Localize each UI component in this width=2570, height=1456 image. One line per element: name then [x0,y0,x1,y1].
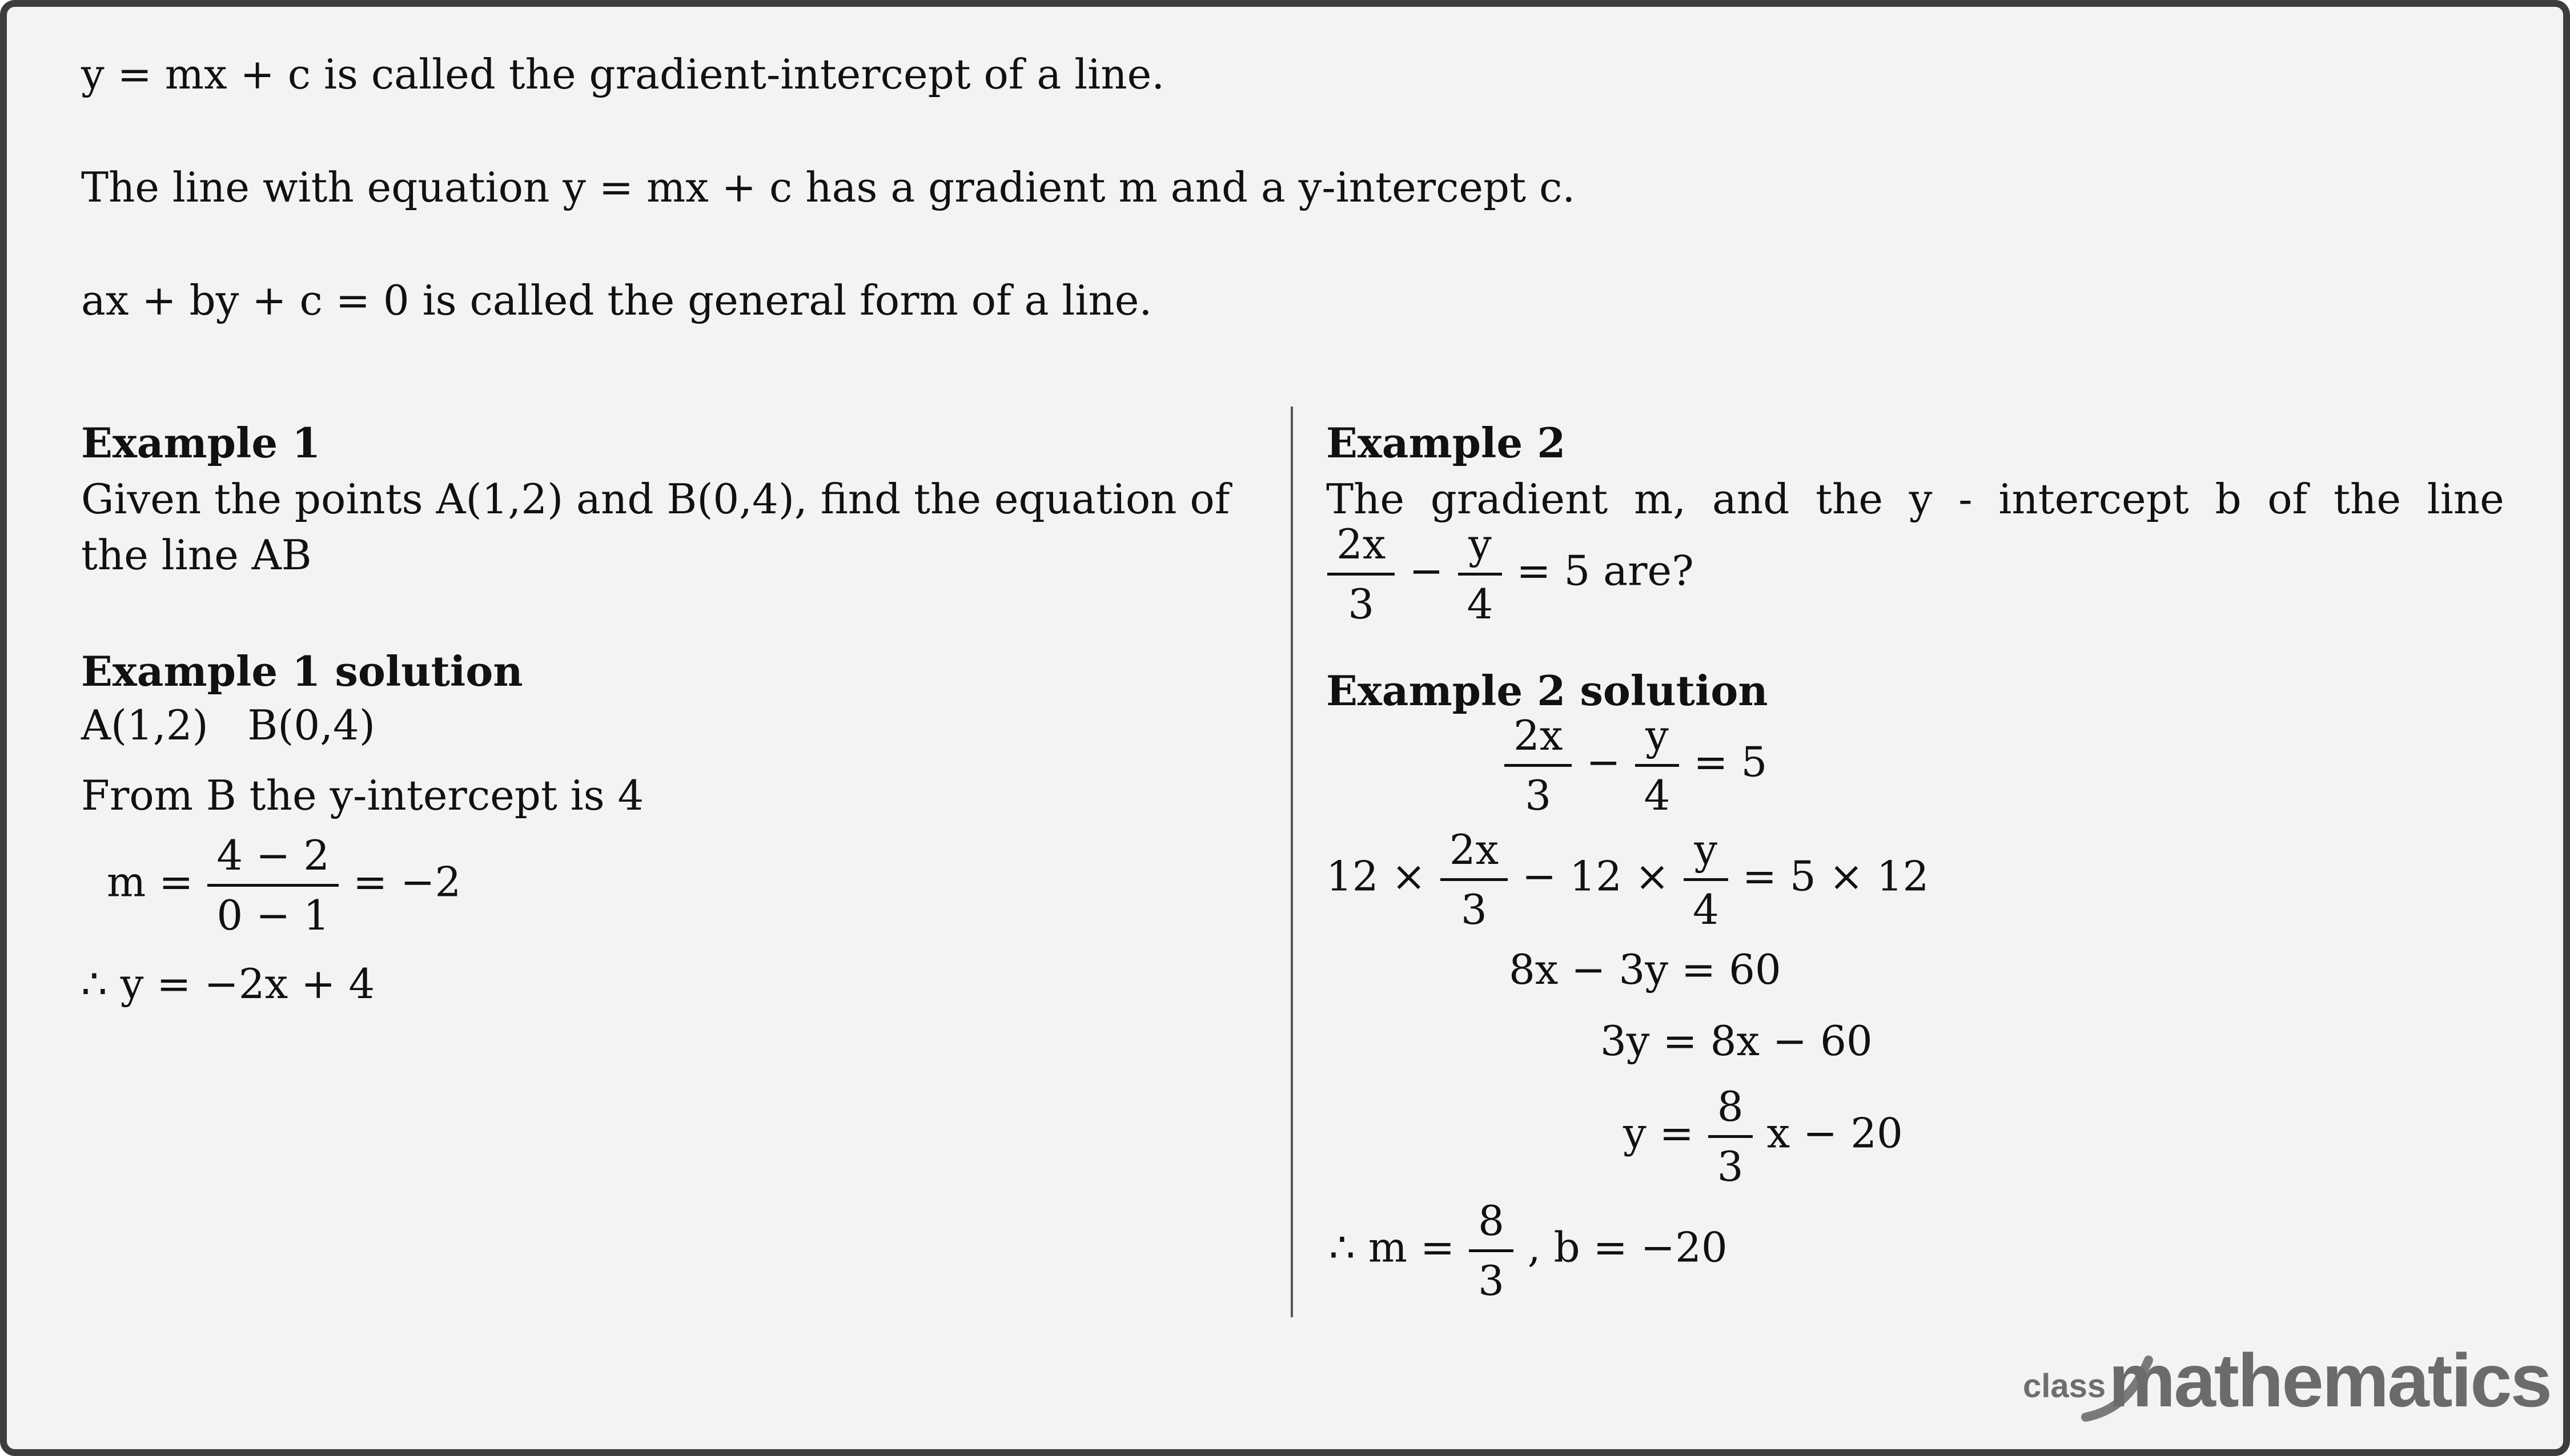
fraction [1509,711,1567,819]
term: − 12 × [1522,852,1670,900]
example-2-title: Example 2 [1326,419,1566,467]
example-2-question-equation [1326,520,1694,628]
example-2-question-line-1: The gradient m, and the y - intercept b of the line [1326,475,2504,523]
logo-mathematics-text: mathematics [2109,1338,2551,1422]
example-2-step-3: 8x − 3y = 60 [1509,946,1781,994]
example-2-conclusion [1329,1197,1728,1305]
example-1-intercept: From B the y-intercept is 4 [81,771,644,819]
fraction-denominator: 3 [1708,1135,1753,1187]
example-1-question-line-1: Given the points A(1,2) and B(0,4), find the equation of [81,475,1230,523]
definition-gradient-intercept: y = mx + c is called the gradient-intercept of a line. [81,50,1165,98]
class-mathematics-logo [2023,1337,2551,1423]
example-2-step-1 [1503,711,1768,819]
fraction-numerator: y [1645,711,1669,759]
fraction-denominator: 4 [1684,878,1728,930]
definition-gradient-meaning: The line with equation y = mx + c has a gradient m and a y-intercept c. [81,163,1576,211]
equation-rhs: = 5 [1693,738,1768,786]
fraction [1463,520,1498,628]
example-1-question-line-2: the line AB [81,531,312,579]
fraction-numerator: y [1468,520,1492,568]
fraction [1688,826,1724,934]
fraction-denominator: 3 [1440,878,1508,930]
equation-rhs: = 5 × 12 [1742,852,1929,900]
operator: − [1409,546,1444,595]
fraction [1332,520,1390,628]
fraction [1445,826,1503,934]
example-1-title: Example 1 [81,419,321,467]
example-1-points: A(1,2) B(0,4) [81,701,375,749]
example-2-step-4: 3y = 8x − 60 [1600,1017,1873,1065]
fraction [1640,711,1675,819]
logo-class-text: class [2023,1367,2106,1405]
gradient-fraction [212,831,334,939]
fraction-denominator: 3 [1469,1249,1513,1301]
fraction-denominator: 3 [1327,573,1395,625]
equation-rhs: = 5 are? [1516,546,1694,595]
fraction-numerator: 2x [1449,826,1499,874]
definition-general-form: ax + by + c = 0 is called the general form of a line. [81,276,1153,324]
example-1-gradient-equation [107,831,461,939]
gradient-rhs: = −2 [353,858,461,906]
example-1-solution-title: Example 1 solution [81,647,523,695]
fraction-numerator: 8 [1717,1083,1744,1131]
gradient-lhs: m = [107,858,194,906]
fraction-numerator: 4 − 2 [216,831,330,879]
fraction-numerator: 2x [1336,520,1386,568]
equation-rhs: x − 20 [1766,1109,1903,1157]
example-2-step-2 [1326,826,1929,934]
equation-rhs: , b = −20 [1527,1223,1728,1272]
fraction-numerator: y [1694,826,1718,874]
operator: − [1586,738,1621,786]
example-2-step-5 [1623,1083,1903,1190]
fraction-denominator: 4 [1458,573,1503,625]
fraction [1713,1083,1748,1190]
example-2-solution-title: Example 2 solution [1326,666,1768,715]
equation-lhs: ∴ m = [1329,1223,1455,1272]
column-divider [1291,407,1293,1317]
fraction [1473,1197,1509,1305]
fraction-numerator: 2x [1513,711,1563,759]
term: 12 × [1326,852,1426,900]
example-1-conclusion: ∴ y = −2x + 4 [81,960,375,1008]
equation-lhs: y = [1623,1109,1694,1157]
fraction-denominator: 4 [1635,764,1680,816]
fraction-denominator: 3 [1504,764,1572,816]
fraction-numerator: 8 [1478,1197,1504,1245]
fraction-denominator: 0 − 1 [207,884,339,936]
